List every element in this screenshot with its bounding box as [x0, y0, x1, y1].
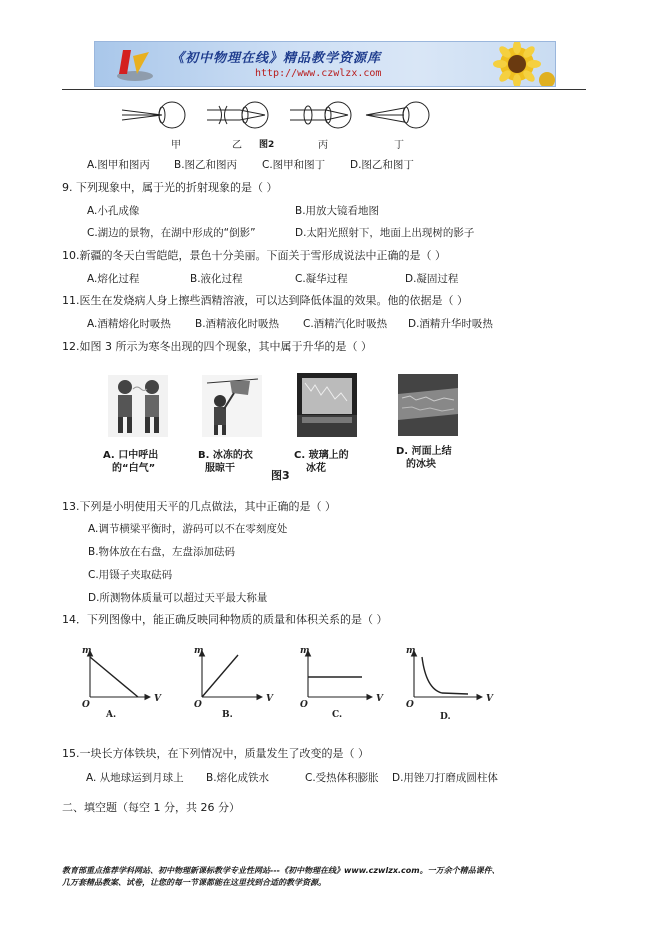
graph-b-origin: O: [194, 700, 202, 710]
q15-option-a: A. 从地球运到月球上: [86, 772, 184, 784]
graph-b-curve: [202, 655, 238, 697]
q13-option-a: A.调节横梁平衡时，游码可以不在零刻度处: [88, 523, 288, 535]
q13-stem: 13.下列是小明使用天平的几点做法，其中正确的是（ ）: [62, 500, 336, 513]
fig3-caption-c-line2: 冰花: [306, 463, 326, 474]
q10-option-d: D.凝固过程: [405, 273, 459, 285]
graph-a-label: A.: [106, 710, 117, 720]
fig3-caption-c-line1: C. 玻璃上的: [294, 450, 349, 461]
graph-b-xlabel: V: [266, 694, 273, 704]
graph-d-label: D.: [440, 712, 451, 722]
q10-stem: 10.新疆的冬天白雪皑皑，景色十分美丽。下面关于雪形成说法中正确的是（ ）: [62, 249, 446, 262]
logo-icon: [115, 46, 155, 82]
q15-option-c: C.受热体积膨胀: [305, 772, 379, 784]
graph-b-ylabel: m: [194, 646, 204, 656]
q8-option-c: C.图甲和图丁: [262, 159, 326, 171]
fig3-caption-b-line2: 服晾干: [205, 463, 235, 474]
fig3-picture-d: [398, 374, 458, 436]
q9-option-c: C.湖边的景物，在湖中形成的“倒影”: [87, 227, 256, 239]
graph-c-xlabel: V: [376, 694, 383, 704]
q13-option-b: B.物体放在右盘，左盘添加砝码: [88, 546, 236, 558]
fig3-caption-a-line1: A. 口中呼出: [103, 450, 159, 461]
graph-a-xlabel: V: [154, 694, 161, 704]
q8-option-b: B.图乙和图丙: [174, 159, 238, 171]
fig3-caption-d-line2: 的冰块: [406, 459, 436, 470]
fig2-label-ding: 丁: [394, 140, 404, 151]
header-banner: [94, 41, 556, 87]
graph-c-label: C.: [332, 710, 343, 720]
fig2-label-jia: 甲: [171, 140, 181, 151]
q11-option-a: A.酒精熔化时吸热: [87, 318, 171, 330]
q11-option-c: C.酒精汽化时吸热: [303, 318, 388, 330]
graph-d-xlabel: V: [486, 694, 493, 704]
q8-option-a: A.图甲和图丙: [87, 159, 150, 171]
q11-option-d: D.酒精升华时吸热: [408, 318, 493, 330]
q8-option-d: D.图乙和图丁: [350, 159, 414, 171]
graph-b-label: B.: [222, 710, 233, 720]
q11-option-b: B.酒精液化时吸热: [195, 318, 280, 330]
graph-d-ylabel: m: [406, 646, 416, 656]
sunflower-icon: [487, 42, 555, 86]
figure-2-eyes: [120, 100, 440, 150]
fig2-caption: 图2: [259, 140, 275, 150]
graph-c-origin: O: [300, 700, 308, 710]
q9-stem: 9. 下列现象中，属于光的折射现象的是（ ）: [62, 181, 278, 194]
q10-option-c: C.凝华过程: [295, 273, 348, 285]
fig3-picture-b: [202, 375, 262, 437]
fig3-caption-b-line1: B. 冰冻的衣: [198, 450, 253, 461]
section-2-heading: 二、填空题（每空 1 分，共 26 分）: [62, 801, 240, 814]
footer-line-1: 教育部重点推荐学科网站、初中物理新课标教学专业性网站---《初中物理在线》www.czwlzx.com。一万余个精品课件、: [62, 866, 500, 875]
q11-stem: 11.医生在发烧病人身上擦些酒精溶液，可以达到降低体温的效果。他的依据是（ ）: [62, 294, 468, 307]
q10-option-b: B.液化过程: [190, 273, 243, 285]
graph-a-origin: O: [82, 700, 90, 710]
q15-option-d: D.用锉刀打磨成圆柱体: [392, 772, 498, 784]
q9-option-b: B.用放大镜看地图: [295, 205, 380, 217]
q15-option-b: B.熔化成铁水: [206, 772, 270, 784]
fig3-picture-c: [297, 373, 357, 437]
q13-option-c: C.用镊子夹取砝码: [88, 569, 173, 581]
q14-stem: 14．下列图像中，能正确反映同种物质的质量和体积关系的是（ ）: [62, 613, 388, 626]
q9-option-d: D.太阳光照射下，地面上出现树的影子: [295, 227, 475, 239]
graph-c-ylabel: m: [300, 646, 310, 656]
graph-d-origin: O: [406, 700, 414, 710]
header-rule: [62, 89, 586, 90]
fig2-label-bing: 丙: [318, 140, 328, 151]
q9-option-a: A.小孔成像: [87, 205, 140, 217]
q12-stem: 12.如图 3 所示为寒冬出现的四个现象，其中属于升华的是（ ）: [62, 340, 372, 353]
header-title: 《初中物理在线》精品教学资源库: [171, 51, 382, 66]
fig3-picture-a: [108, 375, 168, 437]
q14-graphs: [82, 645, 502, 725]
graph-a-curve: [90, 657, 138, 697]
fig3-label: 图3: [271, 469, 290, 482]
fig3-caption-a-line2: 的“白气”: [112, 463, 156, 474]
graph-d-curve: [422, 657, 468, 694]
fig3-caption-d-line1: D. 河面上结: [396, 446, 452, 457]
header-url: http://www.czwlzx.com: [255, 68, 382, 79]
q15-stem: 15.一块长方体铁块，在下列情况中，质量发生了改变的是（ ）: [62, 747, 369, 760]
footer-line-2: 几万套精品教案、试卷，让您的每一节课都能在这里找到合适的教学资源。: [62, 878, 326, 887]
fig2-label-yi: 乙: [232, 140, 242, 151]
q10-option-a: A.熔化过程: [87, 273, 140, 285]
graph-a-ylabel: m: [82, 646, 92, 656]
q13-option-d: D.所测物体质量可以超过天平最大称量: [88, 592, 268, 604]
